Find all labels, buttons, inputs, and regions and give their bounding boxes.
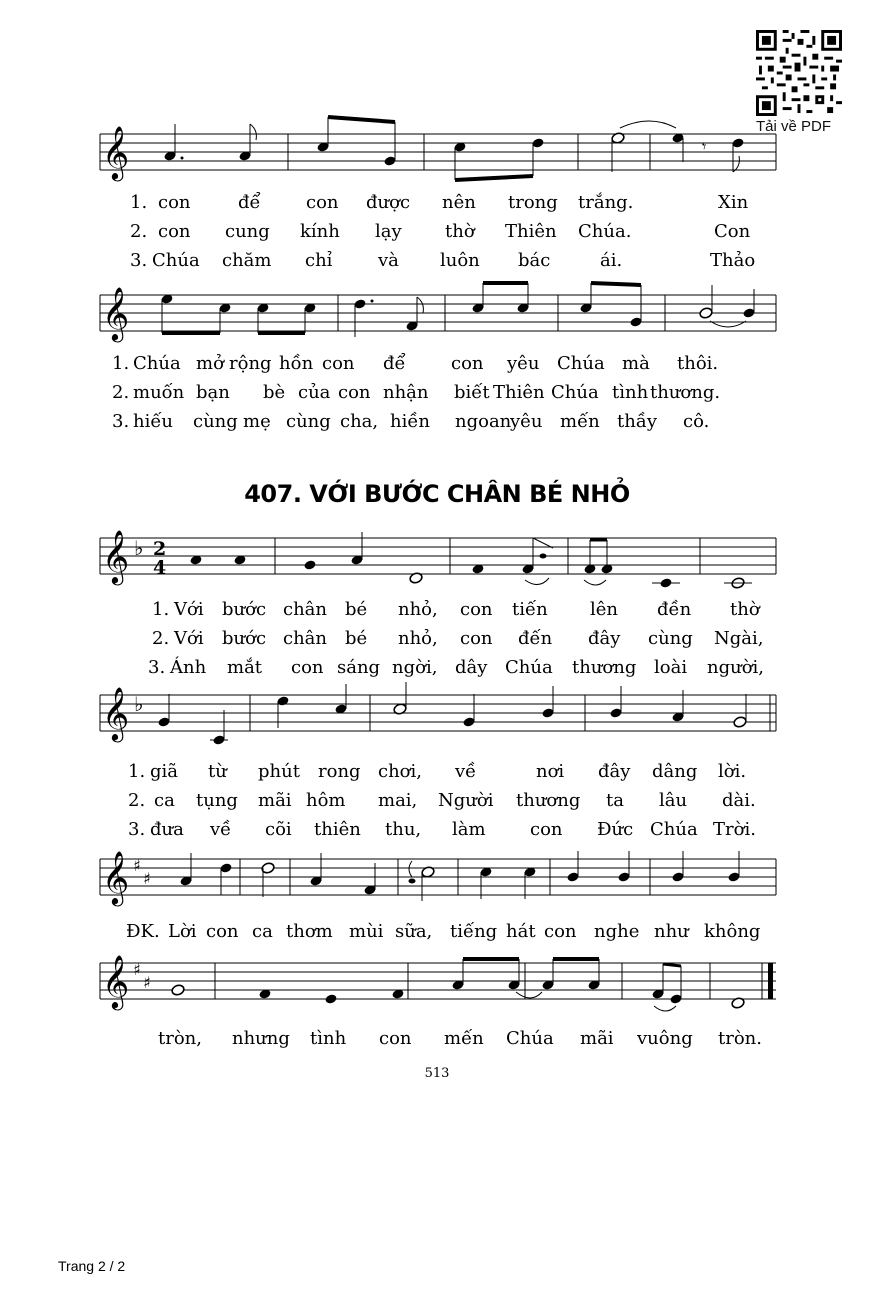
song-title: 407. VỚI BƯỚC CHÂN BÉ NHỎ — [244, 480, 630, 508]
music-staff — [0, 680, 874, 760]
refrain-label: ĐK. — [126, 921, 160, 942]
verse-number: 1. — [152, 599, 170, 620]
lyric-syllable: con — [338, 382, 371, 403]
lyric-syllable: thơm — [286, 921, 333, 942]
lyric-syllable: đây — [588, 628, 621, 649]
page-indicator: Trang 2 / 2 — [58, 1258, 126, 1274]
lyric-syllable: giã — [150, 761, 179, 782]
lyric-syllable: biết — [454, 382, 490, 403]
lyric-syllable: nơi — [536, 761, 565, 782]
lyric-syllable: Ánh — [170, 657, 207, 678]
lyric-syllable: thương — [516, 790, 581, 811]
lyric-syllable: của — [298, 382, 331, 403]
lyric-syllable: thờ — [730, 599, 760, 620]
lyric-syllable: từ — [208, 761, 227, 782]
lyric-syllable: Chúa — [551, 382, 599, 403]
lyric-syllable: con — [306, 192, 339, 213]
lyric-syllable: nên — [442, 192, 476, 213]
lyric-syllable: con — [291, 657, 324, 678]
flat-icon: ♭ — [134, 536, 144, 560]
lyric-syllable: hôm — [306, 790, 346, 811]
lyric-syllable: bạn — [196, 382, 230, 403]
lyric-syllable: tình — [612, 382, 649, 403]
lyric-syllable: cùng — [648, 628, 693, 649]
lyric-syllable: con — [544, 921, 577, 942]
lyric-syllable: cùng — [286, 411, 331, 432]
lyric-syllable: chăm — [222, 250, 272, 271]
lyric-syllable: đến — [518, 628, 553, 649]
lyric-syllable: thương — [572, 657, 637, 678]
lyric-syllable: và — [378, 250, 399, 271]
lyric-syllable: đưa — [150, 819, 184, 840]
lyric-syllable: đền — [657, 599, 692, 620]
lyric-syllable: đây — [598, 761, 631, 782]
lyric-syllable: thiên — [314, 819, 361, 840]
lyric-syllable: Xin — [718, 192, 749, 213]
time-signature-top: 2 — [153, 538, 167, 560]
lyric-syllable: Thảo — [710, 250, 756, 271]
lyric-syllable: thương. — [650, 382, 721, 403]
verse-number: 1. — [130, 192, 148, 213]
lyric-syllable: hồn — [279, 353, 314, 374]
lyric-syllable: muốn — [133, 382, 185, 403]
lyric-syllable: ái. — [600, 250, 623, 271]
lyric-syllable: rộng — [229, 353, 272, 374]
lyric-syllable: tiến — [512, 599, 548, 620]
lyric-syllable: mến — [560, 411, 600, 432]
lyric-syllable: làm — [452, 819, 486, 840]
download-pdf-link[interactable]: Tải về PDF — [756, 118, 832, 135]
lyric-syllable: Với — [174, 599, 204, 620]
lyric-syllable: con — [460, 599, 493, 620]
lyric-syllable: ca — [252, 921, 273, 942]
treble-clef-icon: 𝄞 — [102, 125, 130, 179]
verse-number: 1. — [112, 353, 130, 374]
sharp-icon: ♯ — [143, 869, 151, 888]
verse-number: 3. — [128, 819, 146, 840]
lyric-syllable: chân — [283, 599, 327, 620]
lyric-syllable: mãi — [580, 1028, 614, 1049]
lyric-syllable: cha, — [340, 411, 379, 432]
lyric-syllable: mắt — [227, 657, 263, 678]
lyric-syllable: loài — [654, 657, 688, 678]
lyric-syllable: con — [530, 819, 563, 840]
lyric-syllable: không — [704, 921, 761, 942]
lyric-syllable: mai, — [378, 790, 418, 811]
lyric-syllable: bước — [222, 599, 267, 620]
lyric-syllable: con — [460, 628, 493, 649]
verse-number: 1. — [128, 761, 146, 782]
lyric-syllable: yêu — [507, 353, 540, 374]
lyric-syllable: hiếu — [133, 411, 174, 432]
lyric-syllable: cô. — [683, 411, 710, 432]
lyric-syllable: ngoan — [455, 411, 512, 432]
sharp-icon: ♯ — [143, 973, 151, 992]
lyric-syllable: tình — [310, 1028, 347, 1049]
lyric-syllable: dâng — [652, 761, 698, 782]
treble-clef-icon: 𝄞 — [102, 954, 130, 1008]
lyric-syllable: trắng. — [578, 192, 634, 213]
lyric-syllable: lạy — [375, 221, 402, 242]
lyric-syllable: để — [383, 353, 406, 374]
lyric-syllable: chỉ — [305, 250, 333, 271]
lyric-syllable: Trời. — [713, 819, 756, 840]
lyric-syllable: Đức — [597, 819, 634, 840]
lyric-syllable: Thiên — [493, 382, 545, 403]
lyric-syllable: nhưng — [232, 1028, 290, 1049]
lyric-syllable: cõi — [265, 819, 292, 840]
lyric-syllable: mở — [196, 353, 224, 374]
lyric-syllable: bước — [222, 628, 267, 649]
music-staff — [0, 100, 874, 190]
time-signature-bottom: 4 — [153, 557, 167, 579]
lyric-syllable: người, — [707, 657, 765, 678]
lyric-syllable: con — [158, 192, 191, 213]
verse-number: 3. — [130, 250, 148, 271]
lyric-syllable: Chúa — [152, 250, 200, 271]
lyric-syllable: chơi, — [378, 761, 422, 782]
lyric-syllable: Với — [174, 628, 204, 649]
lyric-syllable: tiếng — [450, 921, 498, 942]
lyric-syllable: con — [322, 353, 355, 374]
lyric-syllable: nhận — [383, 382, 429, 403]
sharp-icon: ♯ — [133, 856, 141, 875]
page-number: 513 — [424, 1066, 450, 1081]
lyric-syllable: tròn. — [718, 1028, 762, 1049]
treble-clef-icon: 𝄞 — [102, 529, 130, 583]
verse-number: 2. — [130, 221, 148, 242]
lyric-syllable: để — [238, 192, 261, 213]
lyric-syllable: bé — [345, 628, 368, 649]
verse-number: 2. — [152, 628, 170, 649]
lyric-syllable: con — [379, 1028, 412, 1049]
lyric-syllable: Lời — [168, 921, 197, 942]
lyric-syllable: Chúa — [506, 1028, 554, 1049]
lyric-syllable: kính — [300, 221, 340, 242]
lyric-syllable: về — [455, 761, 477, 782]
lyric-syllable: dây — [455, 657, 488, 678]
lyric-syllable: mến — [444, 1028, 484, 1049]
lyric-syllable: chân — [283, 628, 327, 649]
lyric-syllable: tròn, — [158, 1028, 202, 1049]
music-staff — [0, 520, 874, 600]
lyric-syllable: ta — [606, 790, 624, 811]
lyric-syllable: mẹ — [243, 411, 271, 432]
music-staff — [0, 950, 874, 1030]
lyric-syllable: Ngài, — [714, 628, 764, 649]
lyric-syllable: lâu — [659, 790, 688, 811]
lyric-syllable: Chúa — [133, 353, 181, 374]
lyric-syllable: con — [206, 921, 239, 942]
svg-text:𝄾: 𝄾 — [702, 137, 707, 156]
verse-number: 3. — [148, 657, 166, 678]
verse-number: 3. — [112, 411, 130, 432]
treble-clef-icon: 𝄞 — [102, 686, 130, 740]
verse-number: 2. — [112, 382, 130, 403]
music-staff — [0, 845, 874, 920]
lyric-syllable: Người — [438, 790, 494, 811]
lyric-syllable: nhỏ, — [398, 599, 438, 620]
lyric-syllable: bác — [518, 250, 551, 271]
lyric-syllable: bé — [345, 599, 368, 620]
lyric-syllable: yêu — [510, 411, 543, 432]
verse-number: 2. — [128, 790, 146, 811]
sharp-icon: ♯ — [133, 960, 141, 979]
lyric-syllable: thôi. — [677, 353, 719, 374]
lyric-syllable: tụng — [196, 790, 238, 811]
lyric-syllable: rong — [318, 761, 361, 782]
lyric-syllable: lên — [590, 599, 619, 620]
lyric-syllable: Con — [714, 221, 751, 242]
lyric-syllable: phút — [258, 761, 300, 782]
lyric-syllable: mùi — [349, 921, 384, 942]
lyric-syllable: như — [654, 921, 689, 942]
lyric-syllable: bè — [263, 382, 286, 403]
music-staff — [0, 275, 874, 355]
lyric-syllable: Chúa — [505, 657, 553, 678]
lyric-syllable: Thiên — [505, 221, 557, 242]
lyric-syllable: mà — [622, 353, 650, 374]
lyric-syllable: hiền — [390, 411, 431, 432]
lyric-syllable: thầy — [617, 411, 658, 432]
lyric-syllable: hát — [506, 921, 536, 942]
treble-clef-icon: 𝄞 — [102, 850, 130, 904]
lyric-syllable: ca — [154, 790, 175, 811]
lyric-syllable: thu, — [385, 819, 422, 840]
lyric-syllable: Chúa — [557, 353, 605, 374]
lyric-syllable: Chúa. — [578, 221, 632, 242]
lyric-syllable: vuông — [637, 1028, 693, 1049]
final-barline — [768, 963, 773, 999]
lyric-syllable: con — [158, 221, 191, 242]
flat-icon: ♭ — [134, 692, 144, 716]
notes — [163, 117, 744, 180]
lyric-syllable: Chúa — [650, 819, 698, 840]
lyric-syllable: nhỏ, — [398, 628, 438, 649]
lyric-syllable: ngời, — [392, 657, 438, 678]
lyric-syllable: con — [451, 353, 484, 374]
treble-clef-icon: 𝄞 — [102, 286, 130, 340]
lyric-syllable: cùng — [193, 411, 238, 432]
lyric-syllable: được — [366, 192, 411, 213]
lyric-syllable: về — [210, 819, 232, 840]
lyric-syllable: sáng — [337, 657, 381, 678]
lyric-syllable: mãi — [258, 790, 292, 811]
lyric-syllable: cung — [225, 221, 270, 242]
lyric-syllable: thờ — [445, 221, 475, 242]
lyric-syllable: lời. — [718, 761, 747, 782]
lyric-syllable: trong — [508, 192, 558, 213]
lyric-syllable: nghe — [594, 921, 640, 942]
lyric-syllable: dài. — [722, 790, 756, 811]
lyric-syllable: sữa, — [395, 921, 433, 942]
lyric-syllable: luôn — [440, 250, 480, 271]
